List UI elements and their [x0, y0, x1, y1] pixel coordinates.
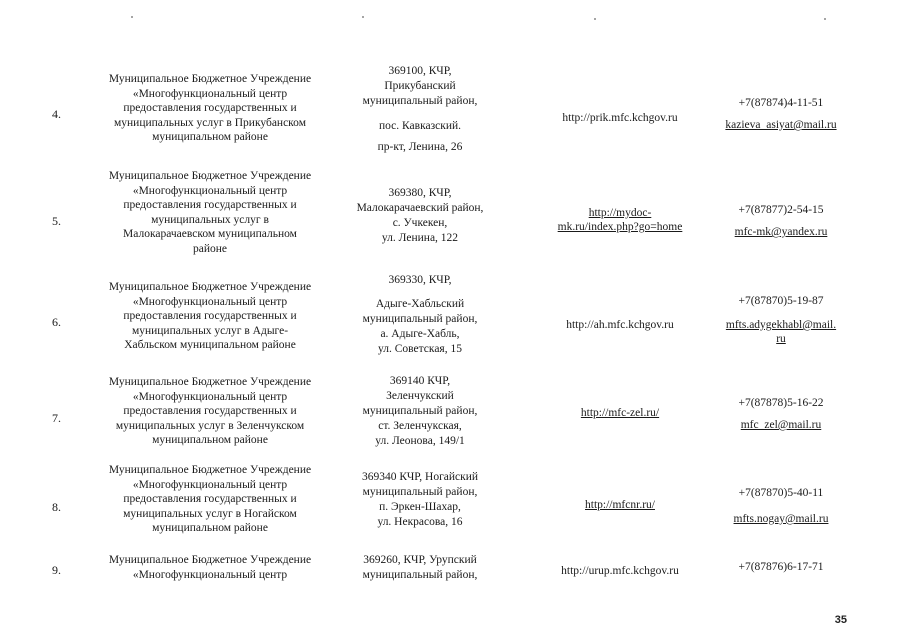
scan-speck — [362, 16, 364, 18]
phone: +7(87876)6-17-71 — [738, 561, 824, 573]
contacts — [706, 396, 856, 432]
phone: +7(87870)5-40-11 — [738, 487, 824, 499]
organization-name: Муниципальное Бюджетное Учреждение «Многофункциональный центр предоставления государственных и муниципальных услуг в Прикубанском муниципальном районе — [108, 73, 312, 143]
email-link[interactable]: mfc_zel@mail.ru — [740, 419, 822, 431]
contacts — [706, 294, 856, 346]
contacts — [706, 486, 856, 526]
phone: +7(87878)5-16-22 — [738, 397, 824, 409]
phone: +7(87877)2-54-15 — [738, 204, 824, 216]
email-link[interactable]: kazieva_asiyat@mail.ru — [725, 119, 837, 131]
email-link[interactable]: mfc-mk@yandex.ru — [734, 226, 828, 238]
address: 369100, КЧР, Прикубанский муниципальный район, пос. Кавказский. пр-кт, Ленина, 26 — [362, 65, 478, 153]
website-link[interactable]: http://urup.mfc.kchgov.ru — [561, 565, 679, 577]
page-number: 35 — [834, 614, 847, 626]
website-link[interactable]: http://mfc-zel.ru/ — [580, 407, 660, 419]
scan-speck — [131, 16, 133, 18]
email-link[interactable]: mfts.adygekhabl@mail. ru — [725, 319, 837, 345]
row-number: 9. — [52, 563, 61, 577]
address: 369140 КЧР, Зеленчукский муниципальный район, ст. Зеленчукская, ул. Леонова, 149/1 — [362, 375, 478, 447]
email-link[interactable]: mfts.nogay@mail.ru — [733, 513, 829, 525]
organization-name: Муниципальное Бюджетное Учреждение «Многофункциональный центр предоставления государственных и муниципальных услуг в Зеленчукском муниципальном районе — [108, 376, 312, 446]
organization-name: Муниципальное Бюджетное Учреждение «Многофункциональный центр — [108, 554, 312, 581]
address: 369330, КЧР, Адыге-Хабльский муниципальный район, а. Адыге-Хабль, ул. Советская, 15 — [362, 274, 478, 355]
row-number: 7. — [52, 411, 61, 425]
contacts — [706, 560, 856, 574]
website-link[interactable]: http://mydoc- mk.ru/index.php?go=home — [557, 207, 683, 233]
contacts — [706, 203, 856, 239]
website-link[interactable]: http://prik.mfc.kchgov.ru — [562, 112, 678, 124]
row-number: 5. — [52, 214, 61, 228]
organization-name: Муниципальное Бюджетное Учреждение «Многофункциональный центр предоставления государственных и муниципальных услуг в Малокарачаевском муниципальном районе — [108, 170, 312, 255]
row-number: 4. — [52, 107, 61, 121]
website-link[interactable]: http://ah.mfc.kchgov.ru — [566, 319, 674, 331]
scan-speck — [824, 18, 826, 20]
phone: +7(87874)4-11-51 — [738, 97, 824, 109]
row-number: 8. — [52, 500, 61, 514]
row-number: 6. — [52, 315, 61, 329]
address: 369380, КЧР, Малокарачаевский район, с. Учкекен, ул. Ленина, 122 — [356, 187, 484, 244]
organization-name: Муниципальное Бюджетное Учреждение «Многофункциональный центр предоставления государственных и муниципальных услуг в Адыге- Хабльском муниципальном районе — [108, 281, 312, 351]
contacts — [706, 96, 856, 132]
website-link[interactable]: http://mfcnr.ru/ — [585, 499, 655, 511]
phone: +7(87870)5-19-87 — [738, 295, 824, 307]
address: 369260, КЧР, Урупский муниципальный район, — [362, 554, 478, 581]
organization-name: Муниципальное Бюджетное Учреждение «Многофункциональный центр предоставления государственных и муниципальных услуг в Ногайском муниципальном районе — [108, 464, 312, 534]
scan-speck — [594, 18, 596, 20]
address: 369340 КЧР, Ногайский муниципальный район, п. Эркен-Шахар, ул. Некрасова, 16 — [361, 471, 479, 528]
